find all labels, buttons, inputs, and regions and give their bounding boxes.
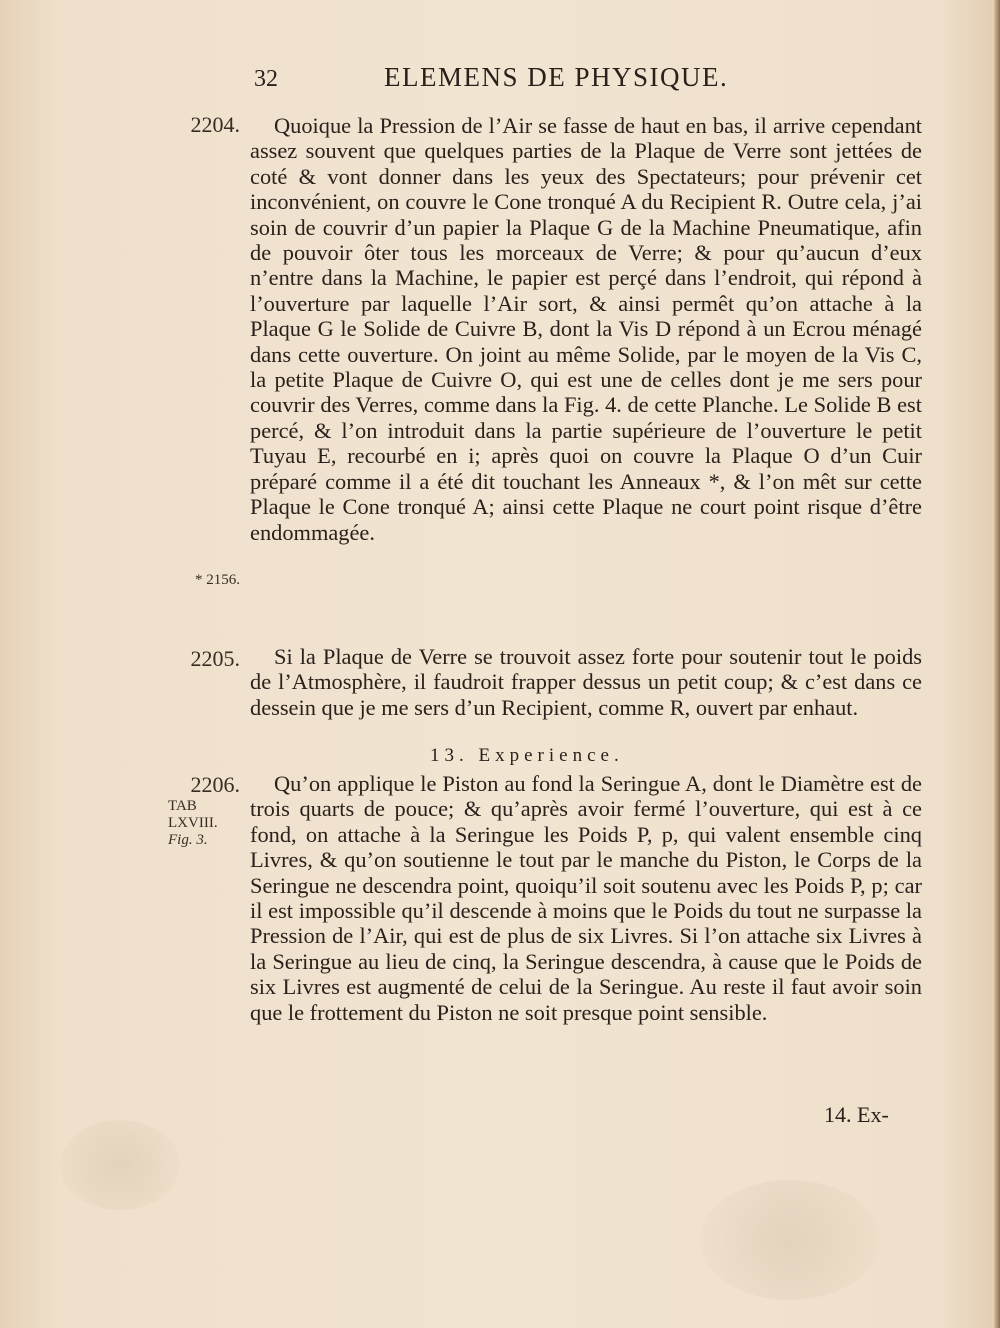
paragraph-2206	[250, 771, 922, 1025]
margin-plate-reference	[168, 798, 248, 849]
plate-number: LXVIII.	[168, 815, 218, 831]
plate-tab: TAB	[168, 798, 197, 814]
paragraph-text: Qu’on applique le Piston au fond la Seringue A, dont le Diamètre est de trois quarts de pouce; & qu’après avoir fermé l’ouverture, qui est à ce fond, on attache à la Seringue les Poids P, p, qui valent ensemble cinq Livres, & qu’on soutienne le tout par le manche du Piston, le Corps de la Seringue ne descendra point, quoiqu’il soit soutenu avec les Poids P, p; car il est impossible qu’il descende à moins que le Poids du tout ne surpasse la Pression de l’Air, qui est de plus de six Livres. Si l’on attache six Livres à la Seringue au lieu de cinq, la Seringue descendra, à cause que le Poids de six Livres est augmenté de celui de la Seringue. Au reste il faut avoir soin que le frottement du Piston ne soit presque point sensible.	[250, 771, 922, 1025]
running-title: ELEMENS DE PHYSIQUE.	[384, 62, 729, 92]
margin-number-2205: 2205.	[190, 646, 240, 671]
paragraph-2205	[250, 644, 922, 720]
paragraph-text: Quoique la Pression de l’Air se fasse de haut en bas, il arrive cependant assez souvent que quelques parties de la Plaque de Verre sont jettées de coté & vont donner dans les yeux des Spectateurs; pour prévenir cet inconvénient, on couvre le Cone tronqué A du Recipient R. Outre cela, j’ai soin de couvrir d’un papier la Plaque G de la Machine Pneumatique, afin de pouvoir ôter tous les morceaux de Verre; & pour qu’aucun d’eux n’entre dans la Machine, le papier est perçé dans l’endroit, qui répond à l’ouverture par laquelle l’Air sort, & ainsi permêt qu’on attache à la Plaque G le Solide de Cuivre B, dont la Vis D répond à un Ecrou ménagé dans cette ouverture. On joint au même Solide, par le moyen de la Vis C, la petite Plaque de Cuivre O, qui est une de celles dont je me sers pour couvrir des Verres, comme dans la Fig. 4. de cette Planche. Le Solide B est percé, & l’on introduit dans la partie supérieure de l’ouverture le petit Tuyau E, recourbé en i; après quoi on couvre la Plaque O d’un Cuir préparé comme il a été dit touchant les Anneaux *, & l’on mêt sur cette Plaque le Cone tronqué A; ainsi cette Plaque ne court point risque d’être endommagée.	[250, 113, 922, 545]
paper-stain	[700, 1180, 880, 1300]
plate-figure: Fig. 3.	[168, 832, 208, 848]
paragraph-text: Si la Plaque de Verre se trouvoit assez forte pour soutenir tout le poids de l’Atmosphère, il faudroit frapper dessus un petit coup; & c’est dans ce dessein que je me sers d’un Recipient, comme R, ouvert par enhaut.	[250, 644, 922, 720]
margin-number-2206: 2206.	[190, 772, 240, 797]
page-number: 32	[254, 66, 278, 92]
margin-reference: * 2156.	[195, 572, 240, 588]
catchword: 14. Ex-	[824, 1102, 889, 1127]
page-edge	[994, 0, 1000, 1328]
margin-number-2204: 2204.	[190, 112, 240, 137]
paragraph-2204	[250, 113, 922, 545]
section-heading: 13. Experience.	[430, 745, 624, 766]
page-header	[246, 62, 916, 102]
paper-stain	[60, 1120, 180, 1210]
